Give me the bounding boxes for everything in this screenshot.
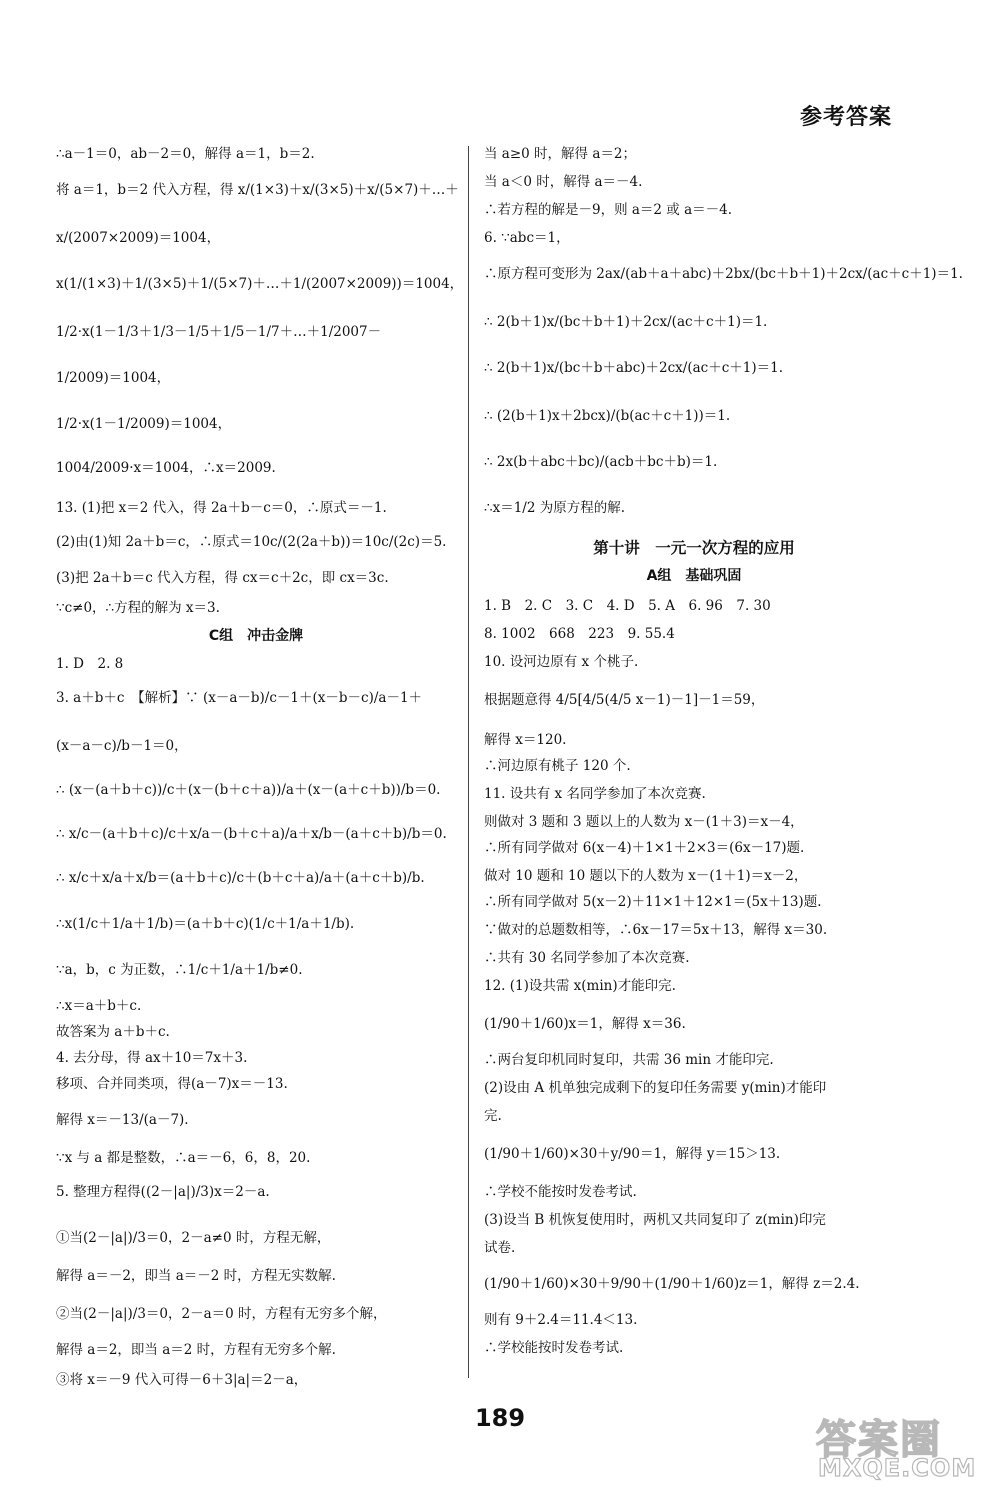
text-line: (2)设由 A 机单独完成剩下的复印任务需要 y(min)才能印	[484, 1080, 827, 1096]
text-line: ∴x＝a＋b＋c.	[56, 998, 142, 1014]
watermark-logo	[812, 1408, 986, 1480]
text-line: x/(2007×2009)＝1004，	[56, 230, 221, 246]
text-line: (1/90＋1/60)x＝1，解得 x＝36.	[484, 1016, 686, 1032]
text-line: 4. 去分母，得 ax＋10＝7x＋3.	[56, 1050, 248, 1066]
text-line: 解得 x＝－13/(a－7).	[56, 1112, 189, 1128]
text-line: 3. a＋b＋c 【解析】∵ (x－a－b)/c－1＋(x－b－c)/a－1＋	[56, 690, 423, 706]
page-number: 189	[474, 1404, 526, 1432]
text-line: (x－a－c)/b－1＝0，	[56, 738, 188, 754]
text-line: 6. ∵abc＝1，	[484, 230, 570, 246]
column-divider	[468, 146, 469, 1378]
text-line: ∵a，b，c 为正数，∴1/c＋1/a＋1/b≠0.	[56, 962, 303, 978]
text-line: 做对 10 题和 10 题以下的人数为 x－(1＋1)＝x－2，	[484, 868, 808, 884]
section-heading: C组 冲击金牌	[208, 628, 304, 644]
text-line: 完.	[484, 1108, 502, 1124]
text-line: 5. 整理方程得((2－|a|)/3)x＝2－a.	[56, 1184, 270, 1200]
text-line: 8. 1002 668 223 9. 55.4	[484, 626, 675, 642]
text-line: ∴ (x－(a＋b＋c))/c＋(x－(b＋c＋a))/a＋(x－(a＋c＋b))/b＝0.	[56, 782, 441, 798]
text-line: ∴ 2(b＋1)x/(bc＋b＋1)＋2cx/(ac＋c＋1)＝1.	[484, 314, 768, 330]
text-line: 将 a＝1，b＝2 代入方程，得 x/(1×3)＋x/(3×5)＋x/(5×7)＋…＋	[56, 182, 459, 198]
section-heading: A组 基础巩固	[646, 568, 742, 584]
text-line: ∴共有 30 名同学参加了本次竞赛.	[484, 950, 690, 966]
text-line: 移项、合并同类项，得(a－7)x＝－13.	[56, 1076, 288, 1092]
text-line: (3)设当 B 机恢复使用时，两机又共同复印了 z(min)印完	[484, 1212, 826, 1228]
text-line: (1/90＋1/60)×30＋9/90＋(1/90＋1/60)z＝1，解得 z＝2.4.	[484, 1276, 860, 1292]
text-line: ∴ x/c＋x/a＋x/b＝(a＋b＋c)/c＋(b＋c＋a)/a＋(a＋c＋b)/b.	[56, 870, 425, 886]
text-line: ∴a－1＝0，ab－2＝0，解得 a＝1，b＝2.	[56, 146, 315, 162]
text-line: ∴所有同学做对 6(x－4)＋1×1＋2×3＝(6x－17)题.	[484, 840, 805, 856]
text-line: 试卷.	[484, 1240, 516, 1256]
text-line: 1. B 2. C 3. C 4. D 5. A 6. 96 7. 30	[484, 598, 771, 614]
text-line: 11. 设共有 x 名同学参加了本次竞赛.	[484, 786, 706, 802]
text-line: 1004/2009·x＝1004，∴x＝2009.	[56, 460, 276, 476]
text-line: 则有 9＋2.4＝11.4＜13.	[484, 1312, 638, 1328]
text-line: ∴河边原有桃子 120 个.	[484, 758, 631, 774]
text-line: 解得 x＝120.	[484, 732, 567, 748]
text-line: 当 a＜0 时，解得 a＝－4.	[484, 174, 643, 190]
text-line: ∵c≠0，∴方程的解为 x＝3.	[56, 600, 220, 616]
text-line: 12. (1)设共需 x(min)才能印完.	[484, 978, 676, 994]
text-line: ∴ x/c－(a＋b＋c)/c＋x/a－(b＋c＋a)/a＋x/b－(a＋c＋b)/b＝0.	[56, 826, 447, 842]
text-line: (1/90＋1/60)×30＋y/90＝1，解得 y＝15＞13.	[484, 1146, 781, 1162]
text-line: ∴学校不能按时发卷考试.	[484, 1184, 637, 1200]
text-line: ∴x＝1/2 为原方程的解.	[484, 500, 626, 516]
text-line: 根据题意得 4/5[4/5(4/5 x－1)－1]－1＝59，	[484, 692, 765, 708]
watermark-url: MXQE.COM	[818, 1454, 977, 1482]
text-line: ∴x(1/c＋1/a＋1/b)＝(a＋b＋c)(1/c＋1/a＋1/b).	[56, 916, 355, 932]
text-line: ∵x 与 a 都是整数，∴a＝－6，6，8，20.	[56, 1150, 311, 1166]
text-line: 1. D 2. 8	[56, 656, 124, 672]
text-line: 10. 设河边原有 x 个桃子.	[484, 654, 639, 670]
text-line: 当 a≥0 时，解得 a＝2；	[484, 146, 636, 162]
text-line: ∴ 2(b＋1)x/(bc＋b＋abc)＋2cx/(ac＋c＋1)＝1.	[484, 360, 784, 376]
text-line: ∴若方程的解是－9，则 a＝2 或 a＝－4.	[484, 202, 733, 218]
text-line: ∴ (2(b＋1)x＋2bcx)/(b(ac＋c＋1))＝1.	[484, 408, 731, 424]
text-line: (2)由(1)知 2a＋b＝c，∴原式＝10c/(2(2a＋b))＝10c/(2c)＝5.	[56, 534, 447, 550]
text-line: ∴两台复印机同时复印，共需 36 min 才能印完.	[484, 1052, 774, 1068]
text-line: x(1/(1×3)＋1/(3×5)＋1/(5×7)＋…＋1/(2007×2009))＝1004，	[56, 276, 464, 292]
text-line: ∴原方程可变形为 2ax/(ab＋a＋abc)＋2bx/(bc＋b＋1)＋2cx/(ac＋c＋1)＝1.	[484, 266, 963, 282]
text-line: ∴ 2x(b＋abc＋bc)/(acb＋bc＋b)＝1.	[484, 454, 718, 470]
text-line: (3)把 2a＋b＝c 代入方程，得 cx＝c＋2c，即 cx＝3c.	[56, 570, 389, 586]
text-line: ∵做对的总题数相等，∴6x－17＝5x＋13，解得 x＝30.	[484, 922, 828, 938]
text-line: ∴所有同学做对 5(x－2)＋11×1＋12×1＝(5x＋13)题.	[484, 894, 822, 910]
text-line: ③将 x＝－9 代入可得－6＋3|a|＝2－a，	[56, 1372, 308, 1388]
text-line: ∴学校能按时发卷考试.	[484, 1340, 624, 1356]
text-line: 解得 a＝－2，即当 a＝－2 时，方程无实数解.	[56, 1268, 336, 1284]
text-line: 1/2·x(1－1/3＋1/3－1/5＋1/5－1/7＋…＋1/2007－	[56, 324, 382, 340]
watermark-text: 答案圈	[816, 1417, 942, 1463]
text-line: 故答案为 a＋b＋c.	[56, 1024, 170, 1040]
text-line: ②当(2－|a|)/3＝0，2－a＝0 时，方程有无穷多个解，	[56, 1306, 387, 1322]
text-line: 13. (1)把 x＝2 代入，得 2a＋b－c＝0，∴原式＝－1.	[56, 500, 387, 516]
page-header-title: 参考答案	[799, 105, 892, 130]
text-line: 1/2009)＝1004，	[56, 370, 171, 386]
text-line: 解得 a＝2，即当 a＝2 时，方程有无穷多个解.	[56, 1342, 336, 1358]
text-line: 1/2·x(1－1/2009)＝1004，	[56, 416, 232, 432]
chapter-heading: 第十讲 一元一次方程的应用	[593, 539, 795, 557]
text-line: ①当(2－|a|)/3＝0，2－a≠0 时，方程无解，	[56, 1230, 331, 1246]
text-line: 则做对 3 题和 3 题以上的人数为 x－(1＋3)＝x－4，	[484, 814, 804, 830]
